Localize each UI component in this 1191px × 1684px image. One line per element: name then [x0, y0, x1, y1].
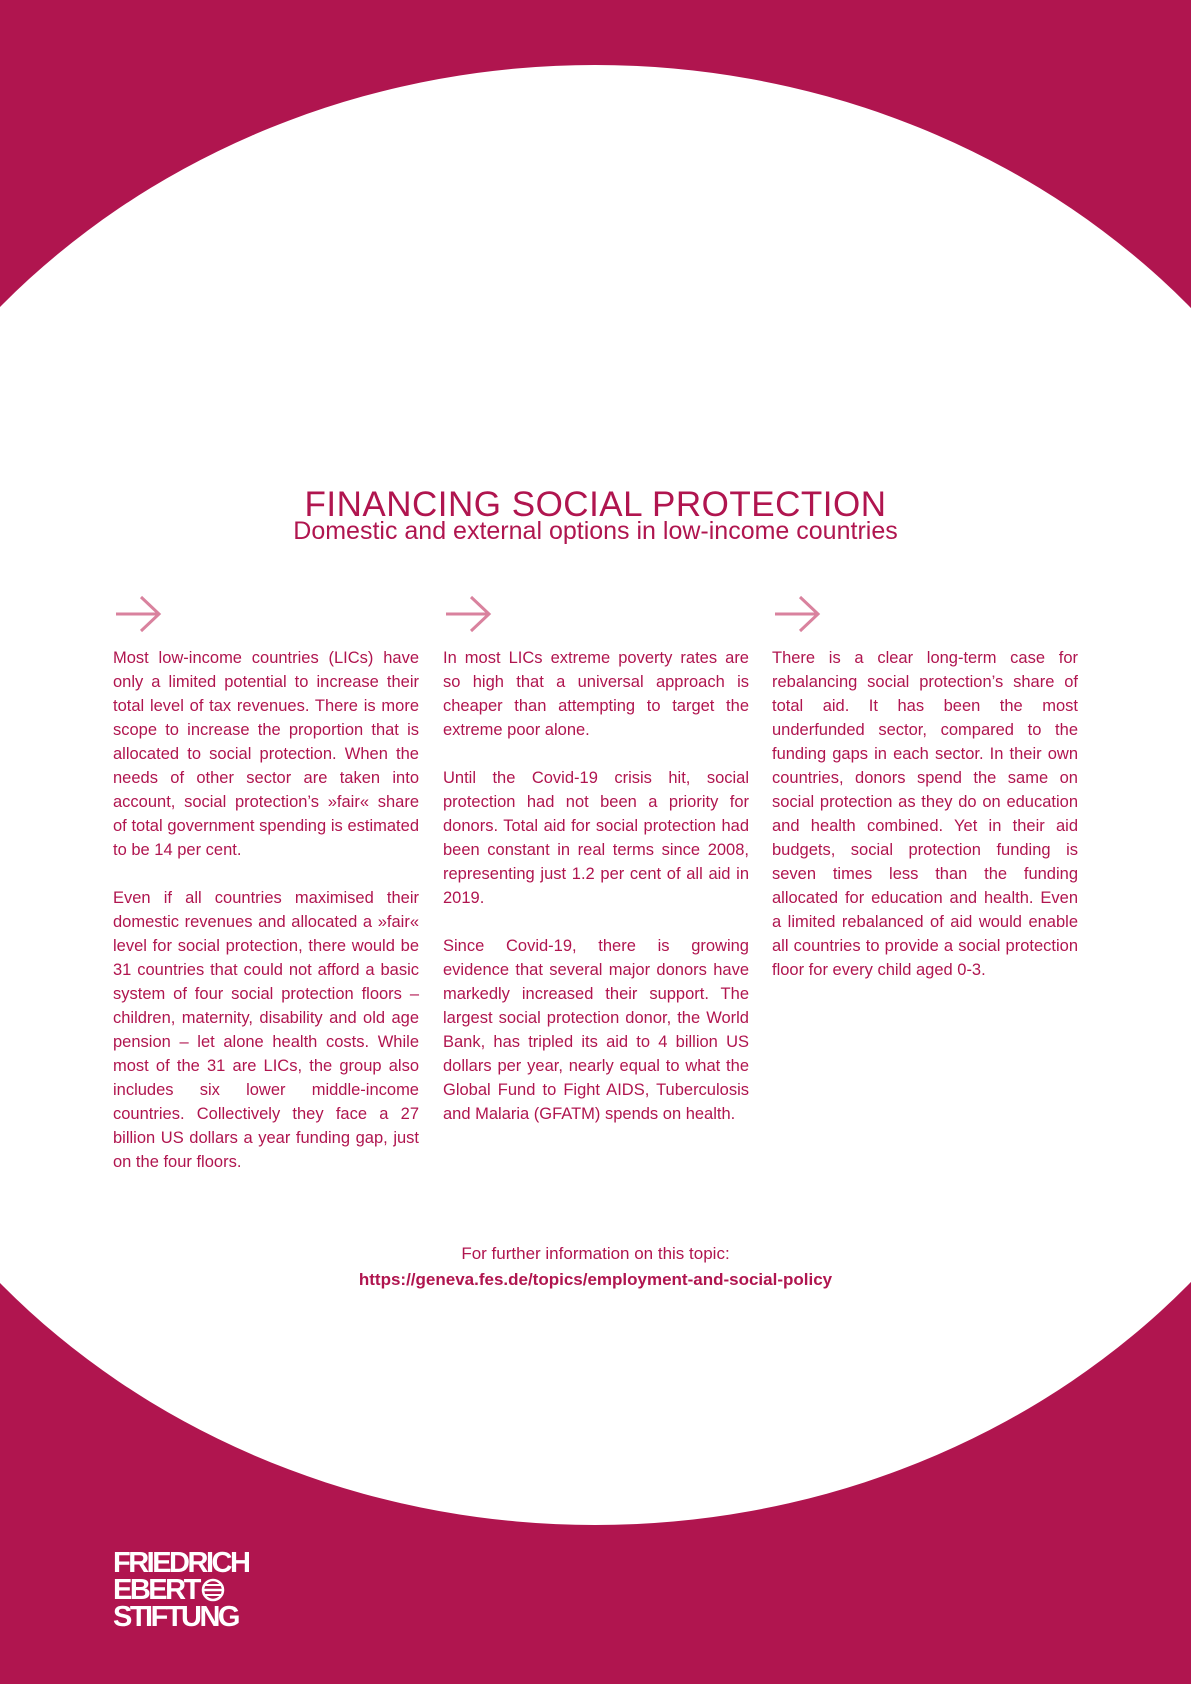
column-paragraph: Even if all countries maximised their domestic revenues and allocated a »fair« level for social protection, there would be 31 countries that could not afford a basic system of four social protection floors – children, maternity, disability and old age pension – let alone health costs. While most of the 31 are LICs, the group also includes six lower middle-income countries. Collectively they face a 27 billion US dollars a year funding gap, just on the four floors. — [113, 889, 419, 1171]
arrow-right-icon — [115, 594, 163, 634]
logo-line-1: FRIEDRICH — [113, 1547, 249, 1579]
logo-line-3: STIFTUNG — [113, 1601, 238, 1633]
page-subtitle: Domestic and external options in low-income countries — [293, 517, 898, 545]
globe-icon — [201, 1578, 225, 1602]
column-paragraph: There is a clear long-term case for rebalancing social protection’s share of total aid. It has been the most underfunded sector, compared to the funding gaps in each sector. In their own countries, donors spend the same on social protection as they do on education and health combined. Yet in their aid budgets, social protection funding is seven times less than the funding allocated for education and health. Even a limited rebalanced of aid would enable all countries to provide a social protection floor for every child aged 0-3. — [772, 649, 1078, 979]
column-paragraph: Until the Covid-19 crisis hit, social protection had not been a priority for donors. Total aid for social protection had been constant in real terms since 2008, representing just 1.2 per cent of all aid in 2019. — [443, 769, 749, 907]
text-column-2 — [443, 594, 749, 1150]
column-paragraph: In most LICs extreme poverty rates are so high that a universal approach is cheaper than attempting to target the extreme poor alone. — [443, 649, 749, 739]
logo-line-2: EBERT — [113, 1574, 199, 1606]
text-column-3 — [772, 594, 1078, 1006]
text-column-1 — [113, 594, 419, 1198]
footer-link[interactable]: https://geneva.fes.de/topics/employment-and-social-policy — [358, 1270, 833, 1289]
column-paragraph: Since Covid-19, there is growing evidence that several major donors have markedly increased their support. The largest social protection donor, the World Bank, has tripled its aid to 4 billion US dollars per year, nearly equal to what the Global Fund to Fight AIDS, Tuberculosis and Malaria (GFATM) spends on health. — [443, 937, 749, 1123]
arrow-right-icon — [774, 594, 822, 634]
footer-label: For further information on this topic: — [461, 1244, 730, 1263]
logo-line-2-wrap — [113, 1574, 248, 1606]
arrow-right-icon — [445, 594, 493, 634]
fes-logo — [113, 1547, 249, 1633]
column-paragraph: Most low-income countries (LICs) have only a limited potential to increase their total level of tax revenues. There is more scope to increase the proportion that is allocated to social protection. When the needs of other sector are taken into account, social protection’s »fair« share of total government spending is estimated to be 14 per cent. — [113, 649, 419, 859]
page-title: FINANCING SOCIAL PROTECTION — [304, 485, 887, 525]
